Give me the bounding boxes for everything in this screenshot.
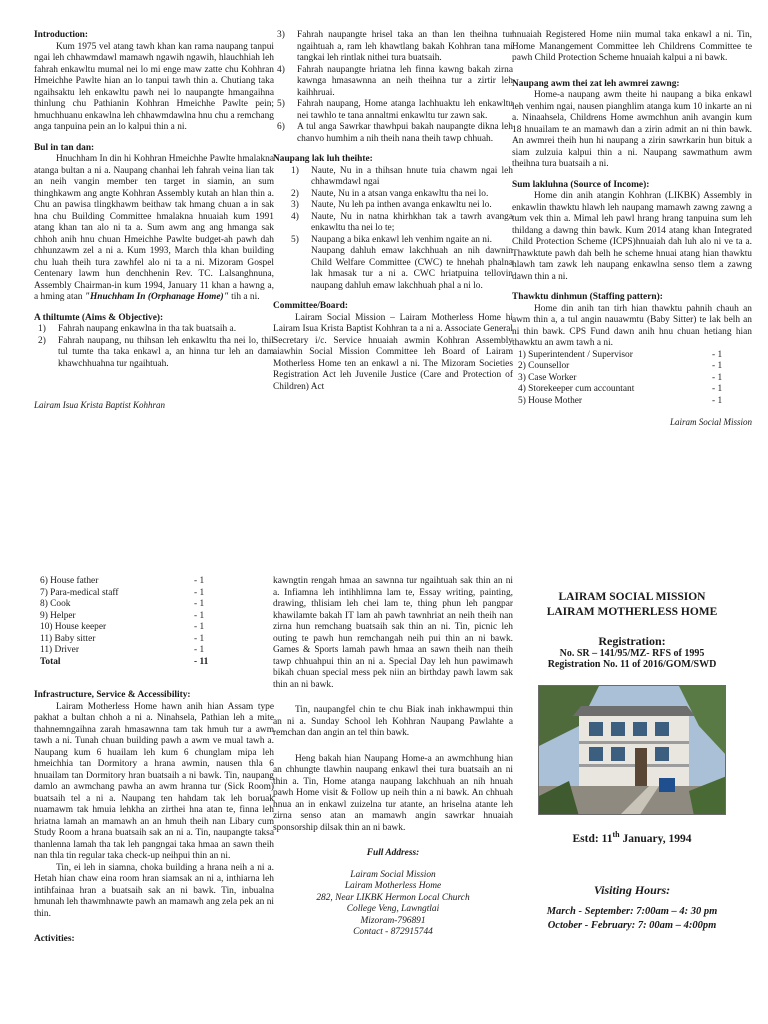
- admission-heading: Naupang lak luh theihte:: [273, 154, 373, 164]
- aims-item-num: 3): [277, 30, 285, 40]
- aims-item-text: Fahrah naupang, nu thihsan leh enkawltu tha nei lo, thil tul tumte tha taka enkawl a, an hinna tur leh an dam khawchhuahna tur ngaihtuah.: [58, 335, 274, 369]
- staff-row: [34, 634, 234, 646]
- staff-row: [34, 588, 234, 600]
- staff-label: 4) Storekeeper cum accountant: [518, 384, 635, 394]
- admission-list: [291, 166, 513, 247]
- staff-total-count: - 11: [194, 656, 209, 667]
- staff-count: - 1: [194, 645, 205, 655]
- admission-item-text: Naute, Nu in a atsan vanga enkawltu tha nei lo.: [311, 188, 489, 199]
- aims-item-num: 2): [38, 335, 46, 346]
- cover-title-home: LAIRAM MOTHERLESS HOME: [546, 606, 718, 618]
- bul-quote: "Hnuchham In (Orphanage Home)": [84, 292, 229, 302]
- staff-count: - 1: [712, 395, 723, 406]
- panel-capacity-income-staff: [512, 30, 752, 429]
- staff-row: [34, 622, 234, 634]
- income-heading: Sum lakluhna (Source of Income):: [512, 179, 650, 190]
- panel-aims-admission: [273, 30, 513, 393]
- income-text: Home din anih atangin Kohhran (LIKBK) Assembly in enkawlin thawktu hlawh leh naupang mamawh zawng zawng a tum vek thin a. Mimal leh pawl hrang hrang tanpuina sum leh thildang a dawng thin bawk. Kum 2014 atang khan Integrated Child Protection Scheme (ICPS)hnuaiah dah luh alo ni ve ta a. Thawktute pawh dah belh he scheme hnuai atang hian thawktu hlawh tam zawk leh naupang enkawlna senso tlem a zawng dawn thin a ni.: [512, 191, 752, 282]
- staff-row: [34, 645, 234, 657]
- staff-label: 2) Counsellor: [518, 361, 570, 371]
- aims-item: [277, 30, 513, 65]
- aims-item-num: 5): [277, 99, 285, 109]
- staff-row: [512, 373, 752, 385]
- staff-count: - 1: [194, 622, 205, 632]
- church-text: Tin, naupangfel chin te chu Biak inah inkhawmpui thin an ni a. Sunday School leh Kohhran Naupang Pawlahte a remchan dan angin an tel thin bawk.: [273, 705, 513, 738]
- staff-label: 8) Cook: [40, 599, 71, 609]
- staff-count: - 1: [194, 633, 205, 644]
- estd-suffix: January, 1994: [619, 832, 692, 845]
- staff-row: [512, 350, 752, 362]
- staffing-heading: Thawktu dinhmun (Staffing pattern):: [512, 292, 663, 302]
- staff-list: [512, 350, 752, 408]
- staff-count: - 1: [194, 599, 205, 609]
- staff-count: - 1: [194, 610, 205, 621]
- staff-label: 10) House keeper: [40, 622, 107, 632]
- staff-count: - 1: [194, 587, 205, 598]
- registration-line-2: Registration No. 11 of 2016/GOM/SWD: [547, 659, 717, 670]
- activities-text: kawngtin rengah hmaa an sawnna tur ngaihtuah sak thin an ni a. Infiamna leh intihhlimna lam te, Essay writing, painting, drawing, thlisiam leh chei lam te, thing phun leh pangpar khawilamte bakah IT lam ah pawh tawnhriat an neih theih nan zirna hun remchang buatsaih sak thin an ni. Tin, picnic leh outing te pawh hun remchangah neih pui thin an ni bawk. Games & Sports lamah pawh hmaa an sawn theih nan theih tawp chhuahpui thin an ni a. Special Day leh hun pawimawh bikah chuan special mess pek niin an birthday pawh lawm sak thin an ni bawk.: [273, 576, 513, 690]
- aims-item-text: Fahrah naupangte hrisel taka an than len theihna tur ngaihtuah a, ram leh khawtlang bakah Kohhran tana mi tangkai leh rintlak nithei tura buatsaih.: [297, 30, 513, 63]
- staff-label: 9) Helper: [40, 610, 76, 621]
- staff-label: 6) House father: [40, 576, 99, 586]
- admission-item-text: Naute, Nu leh pa inthen avanga enkawltu nei lo.: [311, 200, 492, 210]
- intro-heading: Introduction:: [34, 30, 89, 40]
- infrastructure-text-2: Tin, ei leh in siamna, choka building a hrana neih a ni a. Hetah hian chaw eina room hran siamsak an ni a, inthiarna leh intihfainaa hran a buatsaih sak an ni bawk. Tin, inbualna hmunah leh thawmhnawte pawh an mamawh ang zela pek an ni thin.: [34, 862, 274, 919]
- admission-item: [291, 200, 513, 212]
- address-line: Contact - 872915744: [353, 927, 433, 937]
- staff-label: 7) Para-medical staff: [40, 587, 119, 598]
- staff-row: [512, 384, 752, 396]
- admission-item: [291, 212, 513, 235]
- estd-prefix: Estd: 11: [572, 832, 613, 845]
- staff-total-label: Total: [40, 656, 61, 667]
- staff-row: [34, 611, 234, 623]
- admission-item-text: Naupang a bika enkawl leh venhim ngaite an ni.: [311, 234, 492, 245]
- staff-total-row: [34, 657, 234, 669]
- admission-item-num: 4): [291, 211, 299, 222]
- aims-item-num: 4): [277, 64, 285, 75]
- aims-item-num: 6): [277, 122, 285, 132]
- committee-text: Lairam Social Mission – Lairam Motherless Home hi Lairam Isua Krista Baptist Kohhran ta a ni a. Associate General Secretary i/c. Service hnuaiah awmin Kohhran Assembly aiawhin Social Mission Committee leh Board of Lairam Motherless Home ten an enkawl a ni. The Mizoram Societies Registration Act leh Juvenile Justice (Care and Protection of Children) Act: [273, 312, 513, 392]
- panel-staff-infrastructure: [34, 576, 274, 946]
- aims-item-text: Fahrah naupang, Home atanga lachhuaktu leh enkawltu nei tawhlo te tana annaltmi enkawltu tur zawn sak.: [297, 99, 513, 121]
- visiting-hours-winter: October - February: 7: 00am – 4:00pm: [547, 919, 717, 931]
- address-line: College Veng, Lawngtlai: [346, 904, 440, 914]
- staff-list-continued: [34, 576, 274, 668]
- staff-label: 1) Superintendent / Supervisor: [518, 349, 633, 360]
- aims-item-text: Fahrah naupang enkawlna in tha tak buatsaih a.: [58, 324, 237, 334]
- intro-text: Kum 1975 vel atang tawh khan kan rama naupang tanpui ngai leh chhawmdawl mamawh ngawih ngawih, hlauchhiah leh fahrah enkawltu mumal nei lo mi enge maw zatte chu Kohhran Hmeichhe Pawlte hian an lo tanpui tawh thin a. Chutiang taka ngaihsaktu leh enkawltu pawh nei lo naupangte hmangaihna thinlung chu Pathianin Kohhran Hmeichhe Pawlte pein; hmuchhuanu enkawlna leh chhawmdawlna hnu chu a remchang anga tanpuina pein an lo kalpui thin a ni.: [34, 41, 274, 132]
- admission-item-num: 2): [291, 188, 299, 199]
- capacity-heading: Naupang awm thei zat leh awmrei zawng:: [512, 78, 680, 89]
- staff-count: - 1: [712, 384, 723, 394]
- staffing-text: Home din anih tan tirh hian thawktu pahnih chauh an awm thin a, a tul angin nauawmtu (Baby Sitter) te lak belh an ni thin bawk. CPS Fund dawn anih hnu chuan hetiang hian thawktu an awm tawh a ni.: [512, 303, 752, 348]
- panel-introduction: [34, 30, 274, 412]
- address-line: Mizoram-796891: [360, 915, 426, 926]
- staff-label: 3) Case Worker: [518, 372, 577, 383]
- staff-label: 11) Driver: [40, 645, 79, 655]
- aims-item-text: A tul anga Sawrkar thawhpui bakah naupangte dikna leh chanvo humhim a nih theih nana theih tawp chhuah.: [297, 122, 513, 144]
- activities-heading: Activities:: [34, 934, 75, 944]
- aims-list-continued: [277, 30, 513, 145]
- visiting-hours-heading: Visiting Hours:: [593, 882, 671, 897]
- panel1-footer: Lairam Isua Krista Baptist Kohhran: [34, 400, 166, 410]
- address-block: [273, 870, 513, 939]
- staff-row: [512, 396, 752, 408]
- admission-item-text: Naute, Nu in natna khirhkhan tak a tawrh avanga enkawltu tha nei lo te;: [311, 211, 513, 233]
- followup-text: Heng bakah hian Naupang Home-a an awmchhung hian an chhungte tlawhin naupang enkawl thei tura buatsaih an ni thin a. Tin, Home atanga naupang lakchhuah an nih hnuah pawh Home visit & Follow up neih thin a ni bawk. An chhuah hnua an in enkawl zuizelna tur atante, an hriselna atante leh zirna senso atan an mamawh angin sawrkar hnuaiah sponsorship dilsak thin an ni bawk.: [273, 753, 513, 833]
- address-heading: Full Address:: [366, 848, 420, 858]
- admission-item-text: Naute, Nu in a thihsan hnute tuia chawm ngai leh chhawmdawl ngai: [311, 165, 513, 187]
- estd-superscript: th: [612, 829, 620, 839]
- aims-item: [277, 122, 513, 145]
- admission-item-num: 1): [291, 165, 299, 176]
- staff-row: [34, 576, 234, 588]
- bul-text: [34, 154, 274, 304]
- aims-item: [38, 336, 274, 371]
- aims-item-num: 1): [38, 324, 46, 334]
- admission-item: [291, 235, 513, 247]
- panel-activities-address: [273, 576, 513, 939]
- address-line: 282, Near LIKBK Hermon Local Church: [316, 892, 470, 903]
- committee-text-continued: hnuaiah Registered Home niin mumal taka enkawl a ni. Tin, Home Manangement Committee leh Childrens Committee te pawh Child Protection Scheme hnuaiah kalpui a ni bawk.: [512, 30, 752, 63]
- staff-row: [34, 599, 234, 611]
- registration-line-1: No. SR – 141/95/MZ- RFS of 1995: [559, 647, 705, 659]
- admission-item-num: 3): [291, 200, 299, 210]
- aims-item: [277, 99, 513, 122]
- staff-count: - 1: [712, 361, 723, 371]
- admission-item: [291, 189, 513, 201]
- registration-heading: Registration:: [598, 634, 666, 648]
- building-photo: [538, 685, 726, 815]
- panel3-footer: Lairam Social Mission: [669, 417, 752, 427]
- staff-label: 5) House Mother: [518, 395, 583, 406]
- aims-heading: A thiltumte (Aims & Objective):: [34, 312, 164, 323]
- cover-title-mission: LAIRAM SOCIAL MISSION: [558, 591, 706, 603]
- aims-item: [38, 324, 274, 336]
- staff-count: - 1: [712, 372, 723, 383]
- established-date: [512, 829, 752, 845]
- panel-cover: [512, 590, 752, 931]
- building-illustration: [539, 686, 726, 815]
- staff-count: - 1: [194, 576, 205, 586]
- bul-tail: tih a ni.: [228, 292, 260, 302]
- staff-label: 11) Baby sitter: [40, 633, 96, 644]
- admission-item-num: 5): [291, 234, 299, 245]
- staff-count: - 1: [712, 349, 723, 360]
- infrastructure-heading: Infrastructure, Service & Accessibility:: [34, 690, 191, 700]
- aims-item-text: Fahrah naupangte hriatna leh finna kawng bakah zirna kawnga hmasawnna an neih theihna tur a zirtir leh kaihhruai.: [297, 64, 513, 98]
- address-line: Lairam Social Mission: [350, 869, 436, 880]
- aims-item: [277, 65, 513, 100]
- aims-list: [38, 324, 274, 370]
- bul-heading: Bul in tan dan:: [34, 142, 95, 153]
- capacity-text: Home-a naupang awm theite hi naupang a bika enkawl leh venhim ngai, nausen pianghlim atanga kum 10 inkarte an ni a. Ninaahsela, Childrens Home awmchhun anih avangin kum 18 hnuailam te an mamawh dan a zirin admit an ni thin bawk. An awmrei theih hun hi naupang a zirin sawrkarin hun bituk a siam zulzuia kalpui thin a ni. Naupang sawmathum awm theihna tura buatsaih a ni.: [512, 90, 752, 169]
- admission-note: Naupang dahluh emaw lakchhuah an nih dawnin Child Welfare Committee (CWC) te hnehah phalna lak hmasak tur a ni a. CWC hriatpuina tellovin naupang dahluh emaw lakchhuah phal a ni lo.: [311, 246, 513, 291]
- address-line: Lairam Motherless Home: [344, 881, 442, 891]
- visiting-hours-summer: March - September: 7:00am – 4: 30 pm: [546, 906, 718, 918]
- infrastructure-text: Lairam Motherless Home hawn anih hian Assam type pakhat a bultan chhoh a ni a. Ninahsela, Pathian leh a mite thahnemngaihna zarah hmasawnna tam tak hmuh tur a awm tawh a ni. Tunah chuan building pawh a awm ve mual tawh a. Naupang kum 6 huailam leh kum 6 chunglam mipa leh hmeichhia tan Dormitory a hrana awmin, nausen thla 6 hnuailam tan Dormitory hran buatsaih a ni bawk. Tin, naupang damlo an awmchang pawha an awm hranna tur (Sick Room) buatsaih tel a ni a. Naupang ten hahdam tak leh boruak nuamawm tak hmuia lehkha an zirthei hna atan te, finna leh hriatna lamah an mamawh an an hmuh theih nan Libary cum Study Room a hrana buatsaih sak an ni a. Tin, naupangte taksa thanlenna lamah tha tak leh pangngai taka hmaa an sawn theih nan thla tin regular taka check-up neihpui thin an ni.: [34, 701, 274, 861]
- bul-body: Hnuchham In din hi Kohhran Hmeichhe Pawlte hmalakna atanga bultan a ni a. Naupang chanhai leh fahrah veina lian tak an neih vangin member ten target in siamin, an sum thinghkawm ang angte Kohhran Assembly kutah an hlan thin a. Chu an pawisa tlingkhawm beithaw tak hmang chuan a in sak hna chu Building Committee hmalakna hnuaiah kum 1991 atang khan tan alo ni ta a. Sum awm ang ang hmanga sak chhoh anih hnu chuan Hmeichhe Pawlte budget-ah pawh dah chhunzawm zel a ni a. Kum 1993, March thla khan building chu luah theih tura zawhfel alo ni ta a ni. Mizoram Gospel Centenary lawm hun denchhenin Rev. TC. Lalsanghnuna, Assembly Chairman-in kum 1994, January 11 khan a hawng a, a hming atan: [34, 154, 274, 302]
- committee-heading: Committee/Board:: [273, 301, 348, 311]
- admission-item: [291, 166, 513, 189]
- staff-row: [512, 361, 752, 373]
